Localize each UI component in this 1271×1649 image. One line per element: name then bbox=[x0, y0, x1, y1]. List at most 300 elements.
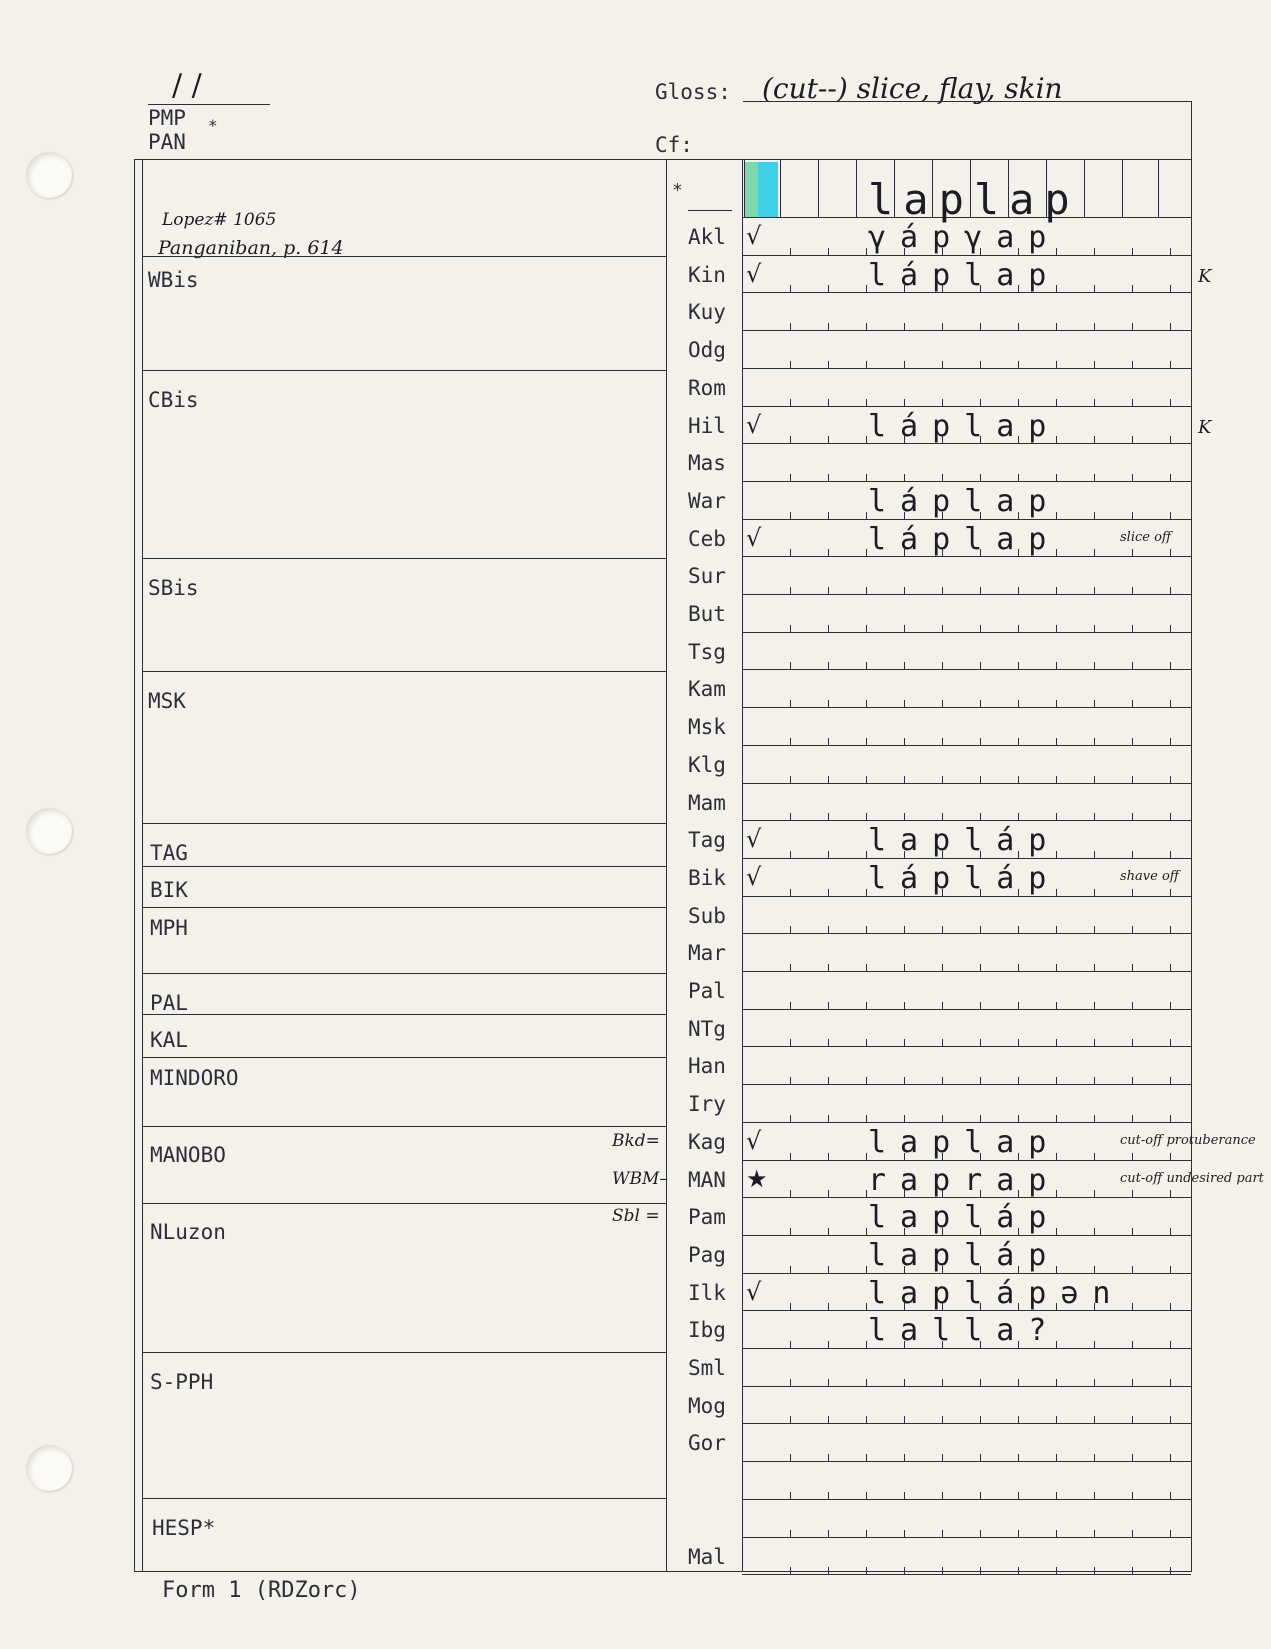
row-tick bbox=[828, 926, 829, 934]
language-code: Sml bbox=[688, 1356, 726, 1380]
row-tick bbox=[1132, 1492, 1133, 1500]
row-tick bbox=[790, 1002, 791, 1010]
row-baseline bbox=[742, 669, 1191, 670]
row-tick bbox=[904, 1228, 905, 1236]
row-tick bbox=[1170, 1567, 1171, 1575]
row-tick bbox=[1132, 889, 1133, 897]
row-tick bbox=[828, 1190, 829, 1198]
row-tick bbox=[942, 1266, 943, 1274]
row-tick bbox=[1056, 1567, 1057, 1575]
row-baseline bbox=[742, 292, 1191, 293]
row-tick bbox=[866, 1228, 867, 1236]
row-tick bbox=[1018, 361, 1019, 369]
language-code: NTg bbox=[688, 1016, 726, 1041]
row-tick bbox=[904, 285, 905, 293]
row-tick bbox=[1132, 1153, 1133, 1161]
row-tick bbox=[828, 1002, 829, 1010]
proto-box-divider bbox=[1084, 159, 1085, 217]
language-code: Kuy bbox=[688, 300, 726, 325]
row-tick bbox=[1132, 625, 1133, 633]
row-tick bbox=[828, 1567, 829, 1575]
row-tick bbox=[980, 248, 981, 256]
row-tick bbox=[1094, 738, 1095, 746]
row-tick bbox=[980, 1567, 981, 1575]
row-tick bbox=[1018, 1002, 1019, 1010]
group-divider bbox=[142, 1014, 666, 1015]
row-tick bbox=[866, 700, 867, 708]
row-tick bbox=[1056, 1530, 1057, 1538]
row-tick bbox=[904, 1379, 905, 1387]
row-tick bbox=[1170, 285, 1171, 293]
row-tick bbox=[1056, 285, 1057, 293]
row-tick bbox=[1056, 512, 1057, 520]
form-label: Form 1 (RDZorc) bbox=[162, 1578, 361, 1603]
row-tick bbox=[828, 361, 829, 369]
group-divider bbox=[142, 671, 666, 672]
row-tick bbox=[1056, 851, 1057, 859]
row-tick bbox=[866, 738, 867, 746]
cognate-form: lápláp bbox=[868, 860, 1061, 896]
row-tick bbox=[1132, 1039, 1133, 1047]
row-tick bbox=[942, 1416, 943, 1424]
row-tick bbox=[790, 1115, 791, 1123]
language-code: Han bbox=[688, 1054, 726, 1079]
row-tick bbox=[1132, 323, 1133, 331]
row-tick bbox=[866, 1153, 867, 1161]
row-tick bbox=[942, 926, 943, 934]
row-tick bbox=[790, 1228, 791, 1236]
group-label: WBis bbox=[148, 268, 199, 292]
row-tick bbox=[866, 549, 867, 557]
cognate-form: laplap bbox=[868, 1124, 1061, 1160]
row-tick bbox=[1170, 625, 1171, 633]
group-label: S-PPH bbox=[150, 1370, 214, 1394]
row-tick bbox=[980, 1077, 981, 1085]
language-code: Mas bbox=[688, 451, 726, 476]
row-tick bbox=[1170, 1115, 1171, 1123]
row-baseline bbox=[742, 368, 1191, 369]
row-tick bbox=[1170, 1416, 1171, 1424]
language-code: Msk bbox=[688, 715, 726, 740]
row-tick bbox=[1132, 549, 1133, 557]
row-tick bbox=[790, 1379, 791, 1387]
language-code: War bbox=[688, 488, 726, 513]
row-tick bbox=[828, 248, 829, 256]
row-tick bbox=[866, 436, 867, 444]
row-baseline bbox=[742, 443, 1191, 444]
row-tick bbox=[1094, 1115, 1095, 1123]
row-tick bbox=[980, 436, 981, 444]
row-tick bbox=[1056, 625, 1057, 633]
proto-box-divider bbox=[780, 159, 781, 217]
row-tick bbox=[828, 1341, 829, 1349]
row-tick bbox=[904, 1190, 905, 1198]
row-tick bbox=[828, 1077, 829, 1085]
table-top-border bbox=[134, 159, 1192, 160]
row-tick bbox=[1056, 587, 1057, 595]
row-baseline bbox=[742, 1160, 1191, 1161]
row-tick bbox=[1094, 1341, 1095, 1349]
row-tick bbox=[904, 1153, 905, 1161]
row-tick bbox=[1094, 1530, 1095, 1538]
language-code: Ilk bbox=[688, 1280, 726, 1305]
row-tick bbox=[980, 1115, 981, 1123]
row-tick bbox=[942, 587, 943, 595]
language-code: Pag bbox=[688, 1242, 726, 1267]
row-tick bbox=[1170, 248, 1171, 256]
language-code: Mar bbox=[688, 941, 726, 966]
row-tick bbox=[904, 1567, 905, 1575]
row-tick bbox=[790, 1190, 791, 1198]
row-tick bbox=[942, 285, 943, 293]
row-tick bbox=[1170, 889, 1171, 897]
row-tick bbox=[790, 738, 791, 746]
row-tick bbox=[904, 361, 905, 369]
row-tick bbox=[1094, 1039, 1095, 1047]
row-tick bbox=[1018, 323, 1019, 331]
row-tick bbox=[1056, 700, 1057, 708]
group-label: HESP* bbox=[152, 1516, 216, 1540]
row-tick bbox=[866, 1567, 867, 1575]
row-tick bbox=[980, 1039, 981, 1047]
row-tick bbox=[904, 964, 905, 972]
row-note: K bbox=[1198, 265, 1212, 287]
row-tick bbox=[790, 285, 791, 293]
row-tick bbox=[1056, 889, 1057, 897]
row-tick bbox=[1018, 1492, 1019, 1500]
row-tick bbox=[942, 1341, 943, 1349]
row-tick bbox=[904, 1341, 905, 1349]
row-tick bbox=[904, 1077, 905, 1085]
row-tick bbox=[1132, 512, 1133, 520]
row-tick bbox=[866, 1039, 867, 1047]
row-tick bbox=[1094, 889, 1095, 897]
row-tick bbox=[1094, 587, 1095, 595]
group-label: NLuzon bbox=[150, 1220, 226, 1244]
reference-line2: Panganiban, p. 614 bbox=[158, 237, 344, 259]
row-tick bbox=[1170, 1341, 1171, 1349]
row-tick bbox=[1170, 1077, 1171, 1085]
left-outer-border bbox=[134, 159, 135, 1571]
row-tick bbox=[942, 248, 943, 256]
row-tick bbox=[1132, 399, 1133, 407]
row-tick bbox=[1094, 1567, 1095, 1575]
row-tick bbox=[1094, 625, 1095, 633]
row-tick bbox=[866, 1115, 867, 1123]
right-border bbox=[1191, 101, 1192, 1571]
row-tick bbox=[980, 964, 981, 972]
group-divider bbox=[142, 1057, 666, 1058]
row-tick bbox=[1170, 1228, 1171, 1236]
language-code: Rom bbox=[688, 375, 726, 400]
row-tick bbox=[866, 964, 867, 972]
row-tick bbox=[904, 512, 905, 520]
group-label: BIK bbox=[150, 878, 188, 902]
row-tick bbox=[866, 813, 867, 821]
row-tick bbox=[904, 662, 905, 670]
row-tick bbox=[1094, 1416, 1095, 1424]
language-code: But bbox=[688, 602, 726, 626]
row-tick bbox=[1170, 361, 1171, 369]
row-note: cut-off undesired part bbox=[1120, 1170, 1264, 1186]
row-tick bbox=[1170, 964, 1171, 972]
language-code: Kin bbox=[688, 262, 726, 287]
gloss-value: (cut--) slice, flay, skin bbox=[762, 72, 1063, 105]
row-tick bbox=[980, 1153, 981, 1161]
check-mark: √ bbox=[746, 1126, 762, 1155]
row-tick bbox=[866, 1379, 867, 1387]
row-tick bbox=[866, 1416, 867, 1424]
row-tick bbox=[790, 1077, 791, 1085]
row-tick bbox=[1132, 1190, 1133, 1198]
row-tick bbox=[904, 700, 905, 708]
row-tick bbox=[1056, 361, 1057, 369]
row-tick bbox=[790, 549, 791, 557]
row-tick bbox=[1056, 1190, 1057, 1198]
row-tick bbox=[828, 1454, 829, 1462]
row-tick bbox=[790, 813, 791, 821]
row-tick bbox=[1094, 964, 1095, 972]
group-label: MPH bbox=[150, 916, 188, 940]
language-code: Akl bbox=[688, 225, 726, 249]
row-tick bbox=[1170, 1530, 1171, 1538]
row-tick bbox=[1018, 1416, 1019, 1424]
row-baseline bbox=[742, 1574, 1191, 1575]
row-note: slice off bbox=[1120, 529, 1172, 545]
row-tick bbox=[980, 1002, 981, 1010]
row-tick bbox=[1056, 474, 1057, 482]
row-tick bbox=[1018, 738, 1019, 746]
row-tick bbox=[942, 813, 943, 821]
row-tick bbox=[1018, 700, 1019, 708]
row-tick bbox=[942, 1567, 943, 1575]
row-tick bbox=[1094, 512, 1095, 520]
row-tick bbox=[790, 1454, 791, 1462]
row-tick bbox=[866, 399, 867, 407]
row-tick bbox=[1132, 1379, 1133, 1387]
row-tick bbox=[942, 964, 943, 972]
row-tick bbox=[1056, 1416, 1057, 1424]
language-code: Odg bbox=[688, 338, 726, 363]
language-code: Tsg bbox=[688, 639, 726, 664]
row-tick bbox=[1132, 662, 1133, 670]
cognate-form: lapláp bbox=[868, 823, 1061, 859]
row-tick bbox=[1132, 1341, 1133, 1349]
group-label: MANOBO bbox=[150, 1143, 226, 1167]
row-tick bbox=[828, 549, 829, 557]
row-tick bbox=[1132, 1228, 1133, 1236]
row-tick bbox=[1056, 248, 1057, 256]
row-tick bbox=[1170, 662, 1171, 670]
row-tick bbox=[1170, 700, 1171, 708]
row-tick bbox=[942, 1530, 943, 1538]
row-tick bbox=[980, 1228, 981, 1236]
row-tick bbox=[866, 1002, 867, 1010]
row-prefix: Sbl = bbox=[612, 1206, 660, 1227]
table-bottom-border bbox=[134, 1571, 1192, 1572]
row-tick bbox=[1170, 1303, 1171, 1311]
cognate-form: raprap bbox=[868, 1162, 1061, 1198]
row-tick bbox=[866, 512, 867, 520]
row-tick bbox=[980, 399, 981, 407]
row-tick bbox=[1132, 1530, 1133, 1538]
row-tick bbox=[1094, 323, 1095, 331]
pan-label: PAN bbox=[148, 130, 186, 154]
row-baseline bbox=[742, 1197, 1191, 1198]
row-tick bbox=[866, 587, 867, 595]
check-mark: √ bbox=[746, 825, 762, 854]
row-tick bbox=[980, 889, 981, 897]
row-tick bbox=[980, 926, 981, 934]
row-tick bbox=[942, 889, 943, 897]
highlight-cyan bbox=[758, 162, 778, 218]
proto-box-divider bbox=[1191, 159, 1192, 217]
row-tick bbox=[980, 776, 981, 784]
row-tick bbox=[1132, 1303, 1133, 1311]
row-tick bbox=[1170, 1190, 1171, 1198]
group-divider bbox=[142, 866, 666, 867]
row-tick bbox=[828, 662, 829, 670]
row-tick bbox=[1056, 1492, 1057, 1500]
row-tick bbox=[1094, 399, 1095, 407]
group-divider bbox=[142, 1498, 666, 1499]
row-tick bbox=[904, 851, 905, 859]
row-tick bbox=[828, 700, 829, 708]
group-divider bbox=[142, 1126, 666, 1127]
row-tick bbox=[1094, 662, 1095, 670]
group-divider bbox=[142, 973, 666, 974]
cognate-form: láplap bbox=[868, 521, 1061, 557]
cognate-form: lalla? bbox=[868, 1313, 1061, 1349]
language-code: Tag bbox=[688, 828, 726, 853]
row-tick bbox=[1132, 700, 1133, 708]
row-baseline bbox=[742, 1273, 1191, 1274]
row-tick bbox=[1094, 1266, 1095, 1274]
group-column-divider bbox=[666, 159, 667, 1571]
row-tick bbox=[980, 662, 981, 670]
row-tick bbox=[828, 323, 829, 331]
row-tick bbox=[1056, 1341, 1057, 1349]
row-tick bbox=[866, 1530, 867, 1538]
punch-hole-top bbox=[26, 152, 72, 198]
row-tick bbox=[1018, 776, 1019, 784]
row-tick bbox=[942, 1379, 943, 1387]
row-tick bbox=[904, 399, 905, 407]
row-tick bbox=[942, 1153, 943, 1161]
row-prefix: Bkd= bbox=[612, 1130, 660, 1151]
row-tick bbox=[942, 436, 943, 444]
row-tick bbox=[828, 399, 829, 407]
row-tick bbox=[1018, 1379, 1019, 1387]
language-code: Pam bbox=[688, 1205, 726, 1230]
row-tick bbox=[1018, 851, 1019, 859]
group-divider bbox=[142, 370, 666, 371]
row-tick bbox=[790, 926, 791, 934]
row-tick bbox=[1056, 1303, 1057, 1311]
row-tick bbox=[942, 625, 943, 633]
check-mark: √ bbox=[746, 410, 762, 439]
proto-box-divider bbox=[1158, 159, 1159, 217]
row-tick bbox=[790, 1303, 791, 1311]
row-baseline bbox=[742, 707, 1191, 708]
row-tick bbox=[980, 587, 981, 595]
check-mark: ★ bbox=[746, 1164, 768, 1193]
row-tick bbox=[1094, 285, 1095, 293]
row-tick bbox=[1170, 776, 1171, 784]
row-tick bbox=[1056, 964, 1057, 972]
row-baseline bbox=[742, 330, 1191, 331]
row-baseline bbox=[742, 519, 1191, 520]
row-tick bbox=[1018, 926, 1019, 934]
row-tick bbox=[904, 926, 905, 934]
row-tick bbox=[828, 1416, 829, 1424]
row-tick bbox=[1018, 1228, 1019, 1236]
proto-box-divider bbox=[856, 159, 857, 217]
check-mark: √ bbox=[746, 259, 762, 288]
language-code: Mog bbox=[688, 1393, 726, 1418]
row-tick bbox=[1018, 1454, 1019, 1462]
row-tick bbox=[980, 1303, 981, 1311]
row-baseline bbox=[742, 1423, 1191, 1424]
row-tick bbox=[1056, 549, 1057, 557]
row-tick bbox=[980, 625, 981, 633]
row-tick bbox=[1170, 738, 1171, 746]
row-tick bbox=[904, 1530, 905, 1538]
row-tick bbox=[790, 662, 791, 670]
row-tick bbox=[942, 361, 943, 369]
language-code: Hil bbox=[688, 413, 726, 438]
header-underline bbox=[148, 104, 270, 105]
row-tick bbox=[1170, 587, 1171, 595]
row-tick bbox=[904, 1303, 905, 1311]
row-tick bbox=[904, 323, 905, 331]
row-tick bbox=[1132, 738, 1133, 746]
row-tick bbox=[980, 1530, 981, 1538]
row-tick bbox=[790, 1567, 791, 1575]
row-tick bbox=[828, 285, 829, 293]
row-tick bbox=[790, 1341, 791, 1349]
row-tick bbox=[1132, 436, 1133, 444]
row-tick bbox=[1094, 474, 1095, 482]
row-tick bbox=[1056, 1153, 1057, 1161]
row-tick bbox=[942, 1454, 943, 1462]
proto-box-divider bbox=[744, 159, 745, 217]
group-label: PAL bbox=[150, 991, 188, 1015]
star-mark: * bbox=[208, 116, 218, 135]
cognate-form: lapláp bbox=[868, 1200, 1061, 1236]
row-tick bbox=[1018, 285, 1019, 293]
row-tick bbox=[1018, 1039, 1019, 1047]
row-tick bbox=[1132, 851, 1133, 859]
row-note: K bbox=[1198, 416, 1212, 438]
row-baseline bbox=[742, 1499, 1191, 1500]
row-tick bbox=[828, 813, 829, 821]
row-tick bbox=[790, 964, 791, 972]
header-slashes: / / bbox=[172, 68, 202, 103]
row-tick bbox=[1056, 399, 1057, 407]
row-tick bbox=[1094, 700, 1095, 708]
highlight-green bbox=[744, 162, 758, 218]
row-tick bbox=[904, 1115, 905, 1123]
row-tick bbox=[828, 436, 829, 444]
row-tick bbox=[1094, 813, 1095, 821]
gloss-underline bbox=[743, 101, 1191, 102]
row-tick bbox=[942, 700, 943, 708]
lang-column-divider bbox=[742, 159, 743, 1571]
row-tick bbox=[1018, 1530, 1019, 1538]
row-tick bbox=[1170, 1153, 1171, 1161]
row-tick bbox=[1132, 964, 1133, 972]
